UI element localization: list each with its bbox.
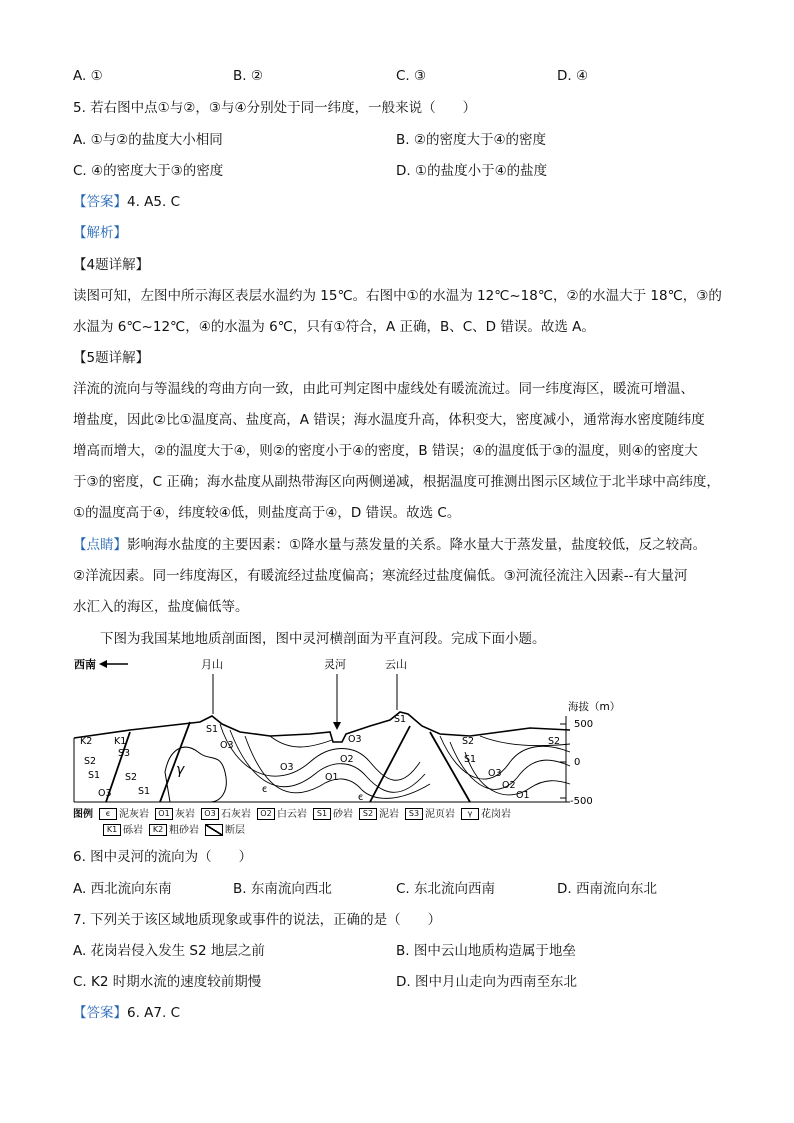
detail4-line: 读图可知，左图中所示海区表层水温约为 15℃。右图中①的水温为 12℃~18℃，②的水温大于 18℃，③的 xyxy=(73,288,722,304)
q5-stem: 5. 若右图中点①与②，③与④分别处于同一纬度，一般来说（ ） xyxy=(73,100,477,116)
legend-name: 泥页岩 xyxy=(425,809,455,820)
legend-symbol: S1 xyxy=(313,808,331,820)
q7-option-b: B. 图中云山地质构造属于地垒 xyxy=(396,943,576,959)
legend-symbol: K2 xyxy=(149,824,167,836)
layer-s2: S2 xyxy=(548,736,561,747)
legend-symbol: є xyxy=(99,808,117,820)
layer-o1: O1 xyxy=(516,790,530,801)
detail5-line: 洋流的流向与等温线的弯曲方向一致，由此可判定图中虚线处有暖流流过。同一纬度海区，暖流可增温、 xyxy=(73,381,694,397)
legend-name: 石灰岩 xyxy=(221,809,251,820)
surface-profile xyxy=(74,712,570,742)
detail4-line: 水温为 6℃~12℃，④的水温为 6℃，只有①符合，A 正确，B、C、D 错误。故选 A。 xyxy=(73,319,595,335)
q4-option-b: B. ② xyxy=(233,68,263,84)
answer-text: 4. A5. C xyxy=(127,194,181,210)
q6-option-d: D. 西南流向东北 xyxy=(557,881,657,897)
detail5-line: 增盐度，因此②比①温度高、盐度高，A 错误；海水温度升高，体积变大，密度减小，通常海水密度随纬度 xyxy=(73,412,705,428)
detail4-heading: 【4题详解】 xyxy=(73,257,150,273)
layer-o3: O3 xyxy=(348,734,362,745)
pointer-line: 水汇入的海区，盐度偏低等。 xyxy=(73,599,249,615)
moon-mountain-label: 月山 xyxy=(201,658,223,671)
layer-s2: S2 xyxy=(125,772,138,783)
pointer-line xyxy=(73,530,723,561)
tick-0: 0 xyxy=(574,757,581,768)
q7-stem: 7. 下列关于该区域地质现象或事件的说法，正确的是（ ） xyxy=(73,912,442,928)
q7-option-a: A. 花岗岩侵入发生 S2 地层之前 xyxy=(73,943,265,959)
q5-option-c: C. ④的密度大于③的密度 xyxy=(73,163,224,179)
legend-name: 断层 xyxy=(225,825,245,836)
tick-500: 500 xyxy=(574,719,594,730)
legend-item xyxy=(313,809,353,820)
pointer-line: ②洋流因素。同一纬度海区，有暖流经过盐度偏高；寒流经过盐度偏低。③河流径流注入因素--有大量河 xyxy=(73,568,688,584)
detail5-body xyxy=(73,374,723,529)
legend-name: 白云岩 xyxy=(277,809,307,820)
layer-k2: K2 xyxy=(80,736,93,747)
q7-option-c: C. K2 时期水流的速度较前期慢 xyxy=(73,974,262,990)
pointer-tag: 【点睛】 xyxy=(73,537,127,553)
granite-intrusion xyxy=(165,747,226,802)
detail5-line: ①的温度高于④，纬度较④低，则盐度高于④，D 错误。故选 C。 xyxy=(73,505,461,521)
layer-e: є xyxy=(262,784,268,795)
answer-line-2 xyxy=(73,1003,180,1023)
layer-s1: S1 xyxy=(206,724,219,735)
cloud-mountain-label: 云山 xyxy=(385,658,407,671)
layer-gamma: γ xyxy=(176,762,185,778)
legend-name: 砾岩 xyxy=(123,825,143,836)
legend-item xyxy=(201,809,251,820)
q5-option-b: B. ②的密度大于④的密度 xyxy=(396,132,547,148)
layer-o3: O3 xyxy=(488,768,502,779)
layer-s1: S1 xyxy=(394,714,407,725)
answer-line-1 xyxy=(73,192,180,212)
legend-title: 图例 xyxy=(73,809,93,820)
detail5-line: 增高而增大，②的温度大于④，则②的密度小于④的密度，B 错误；④的温度低于③的温度，则④的密度大 xyxy=(73,443,698,459)
legend-symbol: S2 xyxy=(359,808,377,820)
layer-s1: S1 xyxy=(88,770,101,781)
legend-symbol: O3 xyxy=(201,808,219,820)
tick-neg500: -500 xyxy=(570,796,593,807)
layer-o3: O3 xyxy=(98,788,112,799)
q6-option-a: A. 西北流向东南 xyxy=(73,881,172,897)
detail5-line: 于③的密度，C 正确；海水盐度从副热带海区向两侧递减，根据温度可推测出图示区域位于北半球中高纬度， xyxy=(73,474,720,490)
legend-name: 花岗岩 xyxy=(481,809,511,820)
q5-option-d: D. ①的盐度小于④的盐度 xyxy=(396,163,548,179)
q6-stem: 6. 图中灵河的流向为（ ） xyxy=(73,849,253,865)
legend xyxy=(73,807,613,839)
layer-o3: O3 xyxy=(280,762,294,773)
legend-name: 粗砂岩 xyxy=(169,825,199,836)
legend-name: 灰岩 xyxy=(175,809,195,820)
legend-symbol: O1 xyxy=(155,808,173,820)
legend-item xyxy=(205,825,245,836)
layer-o3: O3 xyxy=(220,740,234,751)
direction-arrow-icon xyxy=(99,660,128,668)
answer-tag: 【答案】 xyxy=(73,1005,127,1021)
legend-name: 泥岩 xyxy=(379,809,399,820)
ling-river-arrow-icon xyxy=(333,674,341,730)
legend-item xyxy=(359,809,399,820)
layer-s1: S1 xyxy=(138,786,151,797)
q5-option-a: A. ①与②的盐度大小相同 xyxy=(73,132,223,148)
legend-symbol: O2 xyxy=(257,808,275,820)
layer-k1: K1 xyxy=(114,736,127,747)
layer-e: є xyxy=(358,792,364,803)
legend-item xyxy=(405,809,455,820)
detail4-body xyxy=(73,281,723,343)
pointer-body xyxy=(73,530,723,623)
legend-symbol xyxy=(205,824,223,836)
legend-name: 砂岩 xyxy=(333,809,353,820)
legend-item xyxy=(149,825,199,836)
legend-item xyxy=(461,809,511,820)
q4-option-d: D. ④ xyxy=(557,68,589,84)
detail5-heading: 【5题详解】 xyxy=(73,350,150,366)
direction-label: 西南 xyxy=(74,658,96,671)
legend-item xyxy=(257,809,307,820)
layer-s3: S3 xyxy=(118,748,131,759)
legend-symbol: γ xyxy=(461,808,479,820)
legend-name: 泥灰岩 xyxy=(119,809,149,820)
legend-item xyxy=(99,809,149,820)
legend-item xyxy=(155,809,195,820)
q4-option-a: A. ① xyxy=(73,68,103,84)
layer-o1: O1 xyxy=(325,772,339,783)
answer-tag: 【答案】 xyxy=(73,194,127,210)
layer-o2: O2 xyxy=(502,780,516,791)
answer-text: 6. A7. C xyxy=(127,1005,181,1021)
layer-s1: S1 xyxy=(464,754,477,765)
analysis-tag: 【解析】 xyxy=(73,225,127,241)
q6-option-b: B. 东南流向西北 xyxy=(233,881,332,897)
layer-s2: S2 xyxy=(84,756,97,767)
legend-symbol: S3 xyxy=(405,808,423,820)
q6-option-c: C. 东北流向西南 xyxy=(396,881,496,897)
intro-text: 下图为我国某地地质剖面图，图中灵河横剖面为平直河段。完成下面小题。 xyxy=(100,631,546,647)
elevation-label: 海拔（m） xyxy=(568,701,621,713)
ling-river-label: 灵河 xyxy=(324,658,346,671)
legend-item xyxy=(103,825,143,836)
q4-option-c: C. ③ xyxy=(396,68,427,84)
layer-o2: O2 xyxy=(340,754,354,765)
layer-s2: S2 xyxy=(462,736,475,747)
q7-option-d: D. 图中月山走向为西南至东北 xyxy=(396,974,577,990)
pointer-first-line: 影响海水盐度的主要因素：①降水量与蒸发量的关系。降水量大于蒸发量，盐度较低，反之较高。 xyxy=(127,537,707,553)
legend-symbol: K1 xyxy=(103,824,121,836)
